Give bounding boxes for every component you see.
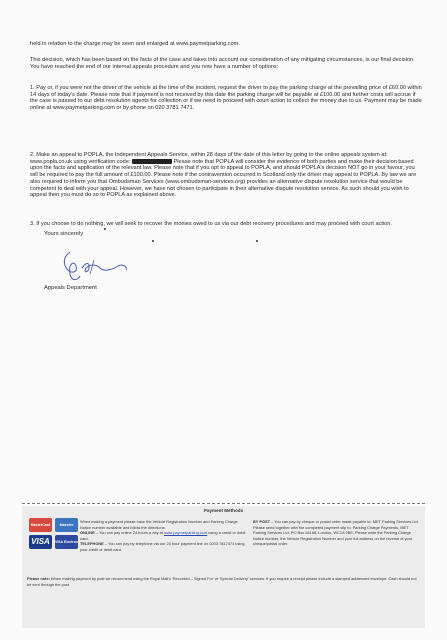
paragraph-evidence-link: held in relation to the charge may be seen and enlarged at www.paymetparking.com.	[30, 41, 240, 47]
payment-left-column	[80, 519, 246, 553]
online-suffix: using a credit or debit card.	[80, 530, 246, 541]
payment-methods-title: Payment Methods	[203, 508, 244, 513]
payment-post	[253, 519, 421, 525]
telephone-text: – You can pay by telephone via our 24 hour payment line on 0203 7817471 using your credit or debit card.	[80, 541, 245, 552]
popla-text-end: Please note that POPLA will consider the evidence of both parties and make their decision based upon the facts and application of the relevant law. Please note that if you opt to appeal to POPLA, and should POPLA's decision NOT go in your favour, you will be required to pay the full amount of £100.00. Please note if the contravention occurred in Scotland only the driver may appeal to POPLA. By law we are also required to inform you that Ombudsman Services (www.ombudsman-services.org) provides an alternative dispute resolution service that would be competent to deal with your appeal. However, we have not chosen to participate in their alternative dispute resolution service. As such should you wish to appeal then you must do so to POPLA as explained above.	[30, 158, 417, 199]
mastercard-logo: MasterCard	[29, 518, 52, 532]
signature-image	[56, 248, 136, 284]
note-label: Please note:	[27, 576, 50, 581]
payment-telephone	[80, 541, 246, 552]
visa-electron-logo: VISA Electron	[55, 535, 78, 549]
maestro-logo: Maestro	[55, 518, 78, 532]
payment-right-column	[253, 519, 421, 547]
scan-speck	[152, 240, 154, 242]
paragraph-option-pay: 1. Pay or, if you were not the driver of the vehicle at the time of the incident, request the driver to pay the parking charge at the prevailing price of £60.00 within 14 days of today's date. Please note that if payment is not received by this date the parking charge will be payable at £100.00 and further costs will accrue if the case is passed to our debt resolution agents for collection or if we need to proceed with court action to collect the money due to us. Payment may be made online at www.paymetparking.com or by phone on 020 3781 7471.	[30, 85, 422, 112]
closing-salutation: Yours sincerely	[44, 231, 84, 237]
payment-note	[27, 576, 421, 587]
online-label: ONLINE	[80, 530, 95, 536]
paragraph-option-nothing: 3. If you choose to do nothing, we will seek to recover the monies owed to us via our debt recovery procedures and may proceed with court action.	[30, 221, 392, 227]
payment-methods-panel	[22, 506, 425, 628]
post-label: BY POST	[253, 519, 271, 524]
payment-intro: When making a payment please have the Vehicle Registration Number and Parking Charge Notice number available and follow the directions:	[80, 519, 238, 530]
tear-off-line	[22, 503, 425, 504]
visa-logo: VISA	[29, 535, 52, 549]
scan-speck	[104, 228, 106, 230]
scan-speck	[256, 240, 258, 242]
signatory-department: Appeals Department	[44, 285, 97, 291]
online-text: – You can pay online 24 hours a day at	[94, 530, 163, 536]
payment-post-detail: Please send together with the completed payment slip to: Parking Charge Payments, MET Parking Services Ltd, PO Box 64168, London, WC1A 9BE. Please write the Parking Charge Notice number, the Vehicle Registration Number and your full address on the reverse of your cheque/postal order.	[253, 524, 413, 547]
paragraph-final-decision: This decision, which has been based on the facts of the case and takes into account our consideration of any mitigating circumstances, is our final decision. You have reached the end of our internal appeals procedure and you now have a number of options:	[30, 57, 415, 70]
paragraph-option-popla	[30, 152, 422, 199]
post-text: – You can pay by cheque or postal order made payable to: MET Parking Services Ltd.	[270, 519, 419, 524]
note-text: When making payment by post we recommend using the Royal Mail's 'Recorded – Signed For' or 'Special Delivery' services. If you require a receipt please include a stamped addressed envelope. Cash should not be sent through the post.	[27, 576, 417, 587]
popla-text-start: 2. Make an appeal to POPLA, the Independent Appeals Service, within 28 days of the date of this letter by going to the online appeals system at: www.popla.co.uk using verification code:	[30, 152, 388, 165]
payment-online	[80, 530, 246, 541]
redacted-verification-code	[132, 159, 172, 164]
payment-website-link[interactable]: www.paymetparking.com	[163, 530, 208, 536]
telephone-label: TELEPHONE	[80, 541, 104, 547]
